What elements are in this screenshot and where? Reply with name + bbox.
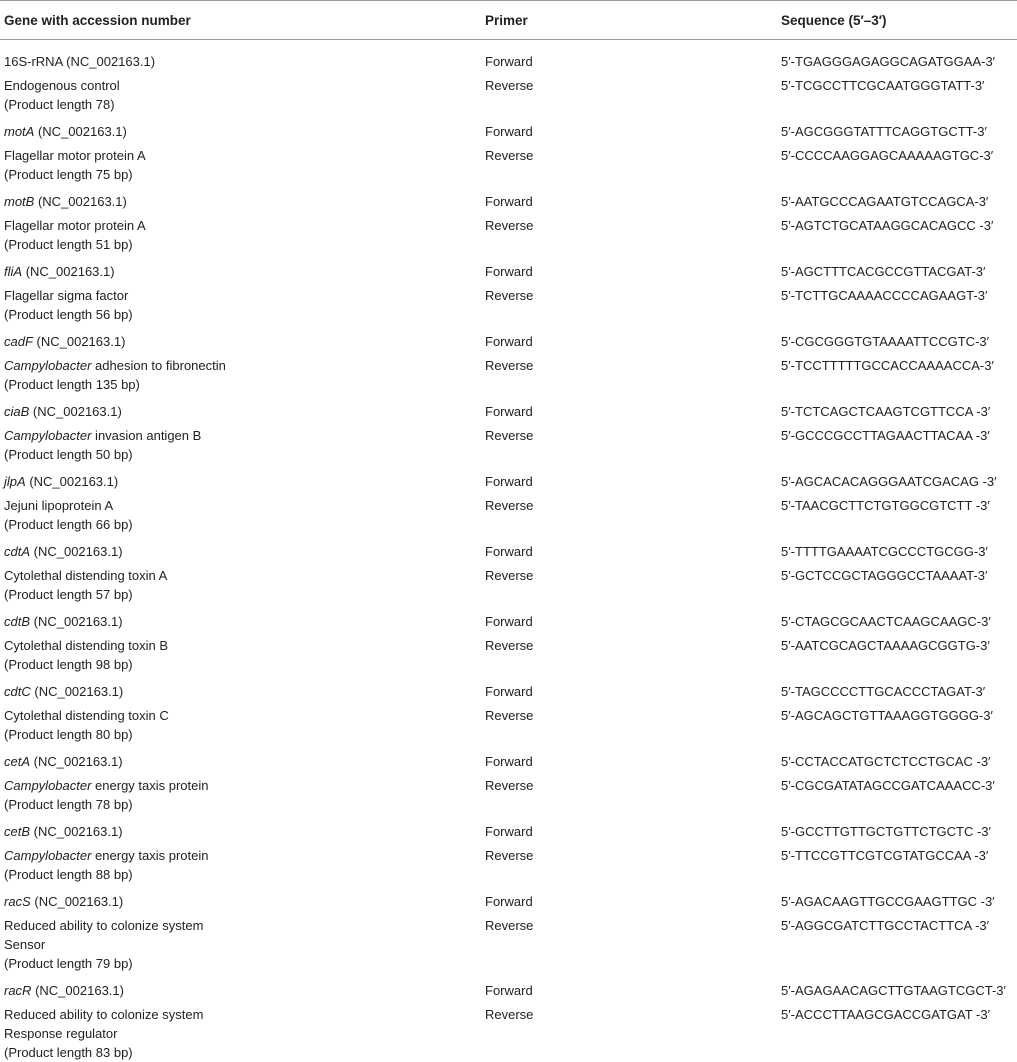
description-text: (Product length 78) [4, 97, 115, 112]
table-row-forward [0, 402, 1017, 421]
gene-symbol: cetB [4, 824, 31, 839]
description-text: Cytolethal distending toxin C [4, 708, 169, 723]
gene-accession: (NC_002163.1) [34, 894, 124, 909]
sequence-forward: 5′-AGAGAACAGCTTGTAAGTCGCT-3′ [781, 983, 1006, 998]
primer-reverse-label: Reverse [485, 358, 534, 373]
sequence-reverse: 5′-AATCGCAGCTAAAAGCGGTG-3′ [781, 638, 990, 653]
table-row-reverse [0, 776, 1017, 814]
table-row-reverse [0, 706, 1017, 744]
sequence-reverse: 5′-GCTCCGCTAGGGCCTAAAAT-3′ [781, 568, 988, 583]
primer-reverse-label: Reverse [485, 78, 534, 93]
table-row-forward [0, 822, 1017, 841]
table-row-forward [0, 981, 1017, 1000]
gene-symbol: fliA [4, 264, 23, 279]
description-line [4, 954, 481, 973]
table-row-forward [0, 542, 1017, 561]
table-row-reverse [0, 846, 1017, 884]
gene-symbol: motA [4, 124, 35, 139]
sequence-forward: 5′-AGCGGGTATTTCAGGTGCTT-3′ [781, 124, 987, 139]
gene-cell [0, 52, 481, 71]
gene-symbol: jlpA [4, 474, 26, 489]
description-text: Flagellar motor protein A [4, 218, 146, 233]
gene-description [0, 566, 481, 604]
gene-symbol: racR [4, 983, 32, 998]
table-row-forward [0, 192, 1017, 211]
table-header [0, 1, 1017, 40]
table-row-reverse [0, 426, 1017, 464]
description-text: (Product length 57 bp) [4, 587, 133, 602]
description-text: Flagellar sigma factor [4, 288, 129, 303]
description-text: Cytolethal distending toxin A [4, 568, 168, 583]
sequence-forward: 5′-TCTCAGCTCAAGTCGTTCCA -3′ [781, 404, 991, 419]
sequence-reverse: 5′-GCCCGCCTTAGAACTTACAA -3′ [781, 428, 990, 443]
table-row-forward [0, 472, 1017, 491]
sequence-forward: 5′-TAGCCCCTTGCACCCTAGAT-3′ [781, 684, 986, 699]
sequence-forward: 5′-AGACAAGTTGCCGAAGTTGC -3′ [781, 894, 995, 909]
primer-forward-label: Forward [485, 894, 533, 909]
description-text: (Product length 135 bp) [4, 377, 140, 392]
primer-reverse-label: Reverse [485, 498, 534, 513]
description-text: (Product length 66 bp) [4, 517, 133, 532]
gene-cell [0, 892, 481, 911]
description-line [4, 76, 481, 95]
gene-accession: (NC_002163.1) [33, 544, 123, 559]
gene-accession: (NC_002163.1) [66, 54, 156, 69]
gene-cell [0, 262, 481, 281]
description-text: Jejuni lipoprotein A [4, 498, 114, 513]
primer-forward-label: Forward [485, 264, 533, 279]
description-text: (Product length 56 bp) [4, 307, 133, 322]
gene-symbol: cadF [4, 334, 33, 349]
description-line [4, 426, 481, 445]
gene-description [0, 706, 481, 744]
description-line [4, 706, 481, 725]
gene-accession: (NC_002163.1) [33, 614, 123, 629]
table-row-reverse [0, 76, 1017, 114]
primer-reverse-label: Reverse [485, 218, 534, 233]
sequence-reverse: 5′-TTCCGTTCGTCGTATGCCAA -3′ [781, 848, 989, 863]
description-line [4, 286, 481, 305]
description-line [4, 636, 481, 655]
primer-forward-label: Forward [485, 983, 533, 998]
description-line [4, 865, 481, 884]
sequence-reverse: 5′-TAACGCTTCTGTGGCGTCTT -3′ [781, 498, 990, 513]
sequence-reverse: 5′-TCGCCTTCGCAATGGGTATT-3′ [781, 78, 985, 93]
primer-forward-label: Forward [485, 614, 533, 629]
table-row-forward [0, 52, 1017, 71]
primer-forward-label: Forward [485, 334, 533, 349]
table-row-reverse [0, 356, 1017, 394]
sequence-forward: 5′-GCCTTGTTGCTGTTCTGCTC -3′ [781, 824, 991, 839]
description-line [4, 566, 481, 585]
description-text: (Product length 75 bp) [4, 167, 133, 182]
gene-symbol: motB [4, 194, 35, 209]
description-line [4, 655, 481, 674]
table-row-reverse [0, 636, 1017, 674]
description-line [4, 1043, 481, 1062]
sequence-forward: 5′-AGCTTTCACGCCGTTACGAT-3′ [781, 264, 986, 279]
table-row-reverse [0, 566, 1017, 604]
description-line [4, 1005, 481, 1024]
header-primer: Primer [485, 12, 528, 28]
table-row-reverse [0, 496, 1017, 534]
description-text: energy taxis protein [91, 778, 209, 793]
primer-reverse-label: Reverse [485, 1007, 534, 1022]
description-text: (Product length 51 bp) [4, 237, 133, 252]
table-row-forward [0, 332, 1017, 351]
description-line [4, 776, 481, 795]
gene-cell [0, 752, 481, 771]
sequence-reverse: 5′-AGGCGATCTTGCCTACTTCA -3′ [781, 918, 990, 933]
primer-forward-label: Forward [485, 544, 533, 559]
gene-accession: (NC_002163.1) [33, 754, 123, 769]
primer-reverse-label: Reverse [485, 918, 534, 933]
gene-accession: (NC_002163.1) [37, 124, 127, 139]
gene-symbol: racS [4, 894, 31, 909]
table-row-reverse [0, 916, 1017, 973]
description-line [4, 496, 481, 515]
description-text: Reduced ability to colonize system [4, 918, 204, 933]
description-text: Response regulator [4, 1026, 118, 1041]
description-text: Endogenous control [4, 78, 120, 93]
gene-cell [0, 122, 481, 141]
primer-forward-label: Forward [485, 824, 533, 839]
sequence-reverse: 5′-CCCCAAGGAGCAAAAAGTGC-3′ [781, 148, 994, 163]
description-line [4, 445, 481, 464]
gene-description [0, 286, 481, 324]
gene-accession: (NC_002163.1) [35, 983, 124, 998]
gene-accession: (NC_002163.1) [36, 334, 126, 349]
gene-accession: (NC_002163.1) [33, 824, 123, 839]
gene-cell [0, 682, 481, 701]
sequence-forward: 5′-CGCGGGTGTAAAATTCCGTC-3′ [781, 334, 990, 349]
sequence-forward: 5′-CCTACCATGCTCTCCTGCAC -3′ [781, 754, 991, 769]
sequence-reverse: 5′-TCCTTTTTGCCACCAAAACCA-3′ [781, 358, 994, 373]
description-line [4, 216, 481, 235]
table-row-forward [0, 752, 1017, 771]
header-sequence: Sequence (5′–3′) [781, 12, 887, 28]
description-italic: Campylobacter [4, 428, 92, 443]
description-line [4, 515, 481, 534]
description-italic: Campylobacter [4, 778, 92, 793]
table-row-forward [0, 682, 1017, 701]
gene-symbol: cdtB [4, 614, 31, 629]
gene-cell [0, 332, 481, 351]
primer-forward-label: Forward [485, 194, 533, 209]
description-line [4, 95, 481, 114]
primer-forward-label: Forward [485, 474, 533, 489]
gene-description [0, 776, 481, 814]
table-row-forward [0, 612, 1017, 631]
description-text: (Product length 78 bp) [4, 797, 133, 812]
sequence-reverse: 5′-ACCCTTAAGCGACCGATGAT -3′ [781, 1007, 991, 1022]
primer-reverse-label: Reverse [485, 568, 534, 583]
description-text: (Product length 98 bp) [4, 657, 133, 672]
description-line [4, 935, 481, 954]
description-text: Cytolethal distending toxin B [4, 638, 169, 653]
primer-forward-label: Forward [485, 684, 533, 699]
description-line [4, 1024, 481, 1043]
primer-reverse-label: Reverse [485, 778, 534, 793]
sequence-forward: 5′-TTTTGAAAATCGCCCTGCGG-3′ [781, 544, 988, 559]
description-text: energy taxis protein [91, 848, 209, 863]
gene-cell [0, 542, 481, 561]
gene-description [0, 916, 481, 973]
table-row-reverse [0, 216, 1017, 254]
header-gene: Gene with accession number [4, 12, 191, 28]
table-row-reverse [0, 286, 1017, 324]
table-row-forward [0, 262, 1017, 281]
description-italic: Campylobacter [4, 848, 92, 863]
sequence-reverse: 5′-TCTTGCAAAACCCCAGAAGT-3′ [781, 288, 988, 303]
description-text: (Product length 80 bp) [4, 727, 133, 742]
sequence-reverse: 5′-AGCAGCTGTTAAAGGTGGGG-3′ [781, 708, 993, 723]
gene-symbol: 16S-rRNA [4, 54, 63, 69]
gene-description [0, 846, 481, 884]
gene-symbol: cetA [4, 754, 31, 769]
gene-cell [0, 612, 481, 631]
primer-reverse-label: Reverse [485, 428, 534, 443]
sequence-forward: 5′-AGCACACAGGGAATCGACAG -3′ [781, 474, 997, 489]
description-text: invasion antigen B [91, 428, 202, 443]
description-line [4, 585, 481, 604]
gene-accession: (NC_002163.1) [37, 194, 127, 209]
primer-reverse-label: Reverse [485, 848, 534, 863]
gene-cell [0, 472, 481, 491]
gene-description [0, 216, 481, 254]
description-text: (Product length 83 bp) [4, 1045, 133, 1060]
description-text: (Product length 50 bp) [4, 447, 133, 462]
description-text: Sensor [4, 937, 46, 952]
table-row-reverse [0, 146, 1017, 184]
table-body [0, 40, 1017, 1062]
description-line [4, 235, 481, 254]
sequence-reverse: 5′-CGCGATATAGCCGATCAAACC-3′ [781, 778, 995, 793]
gene-description [0, 1005, 481, 1062]
description-text: Reduced ability to colonize system [4, 1007, 204, 1022]
sequence-reverse: 5′-AGTCTGCATAAGGCACAGCC -3′ [781, 218, 994, 233]
primer-forward-label: Forward [485, 54, 533, 69]
primer-forward-label: Forward [485, 124, 533, 139]
description-italic: Campylobacter [4, 358, 92, 373]
gene-symbol: cdtC [4, 684, 31, 699]
gene-cell [0, 402, 481, 421]
gene-symbol: ciaB [4, 404, 30, 419]
primer-reverse-label: Reverse [485, 708, 534, 723]
description-text: Flagellar motor protein A [4, 148, 146, 163]
gene-cell [0, 822, 481, 841]
gene-description [0, 356, 481, 394]
gene-accession: (NC_002163.1) [25, 264, 115, 279]
table-row-reverse [0, 1005, 1017, 1062]
sequence-forward: 5′-CTAGCGCAACTCAAGCAAGC-3′ [781, 614, 991, 629]
description-text: adhesion to fibronectin [91, 358, 226, 373]
description-line [4, 356, 481, 375]
gene-description [0, 496, 481, 534]
gene-description [0, 76, 481, 114]
description-text: (Product length 79 bp) [4, 956, 133, 971]
primer-reverse-label: Reverse [485, 638, 534, 653]
gene-description [0, 146, 481, 184]
description-line [4, 795, 481, 814]
sequence-forward: 5′-TGAGGGAGAGGCAGATGGAA-3′ [781, 54, 996, 69]
description-line [4, 146, 481, 165]
description-line [4, 725, 481, 744]
gene-symbol: cdtA [4, 544, 31, 559]
description-line [4, 165, 481, 184]
table-row-forward [0, 122, 1017, 141]
description-text: (Product length 88 bp) [4, 867, 133, 882]
gene-accession: (NC_002163.1) [34, 684, 124, 699]
description-line [4, 375, 481, 394]
gene-description [0, 636, 481, 674]
gene-accession: (NC_002163.1) [29, 474, 119, 489]
primer-reverse-label: Reverse [485, 288, 534, 303]
table-row-forward [0, 892, 1017, 911]
primer-forward-label: Forward [485, 404, 533, 419]
gene-cell [0, 192, 481, 211]
gene-cell [0, 981, 481, 1000]
description-line [4, 305, 481, 324]
description-line [4, 846, 481, 865]
primer-reverse-label: Reverse [485, 148, 534, 163]
gene-description [0, 426, 481, 464]
gene-accession: (NC_002163.1) [32, 404, 122, 419]
primer-forward-label: Forward [485, 754, 533, 769]
description-line [4, 916, 481, 935]
sequence-forward: 5′-AATGCCCAGAATGTCCAGCA-3′ [781, 194, 989, 209]
